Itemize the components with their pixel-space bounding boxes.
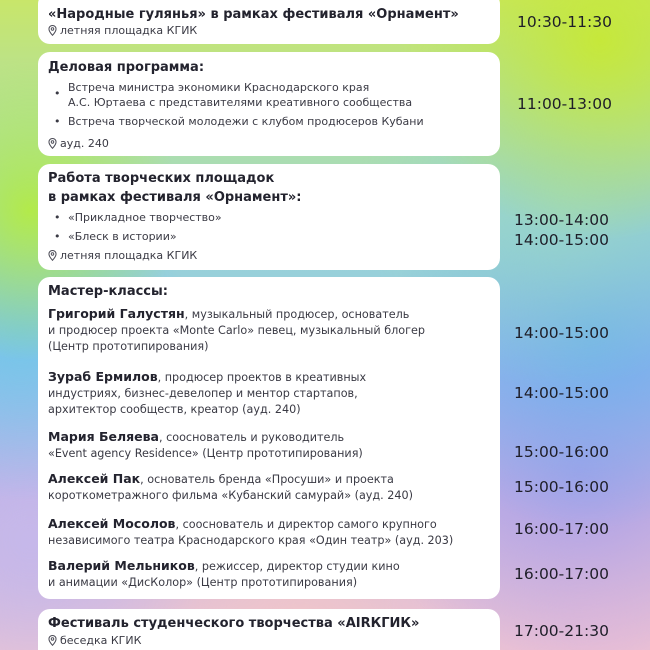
speaker-name: Мария Беляева: [48, 429, 159, 444]
map-pin-icon: [48, 25, 57, 36]
master-class-item: Григорий Галустян, музыкальный продюсер, основатель и продюсер проекта «Monte Carlo» певец, музыкальный блогер (Центр прототипирования): [48, 306, 425, 353]
event-title-line2: в рамках фестиваля «Орнамент»:: [48, 190, 302, 205]
speaker-name: Зураб Ермилов: [48, 369, 158, 384]
event-time: 10:30-11:30: [517, 13, 612, 31]
map-pin-icon: [48, 250, 57, 261]
location-label: летняя площадка КГИК: [60, 24, 198, 37]
list-item: • Встреча министра экономики Краснодарского края: [54, 81, 370, 100]
master-class-item: Алексей Мосолов, сооснователь и директор самого крупного независимого театра Краснодарского края «Один театр» (ауд. 203): [48, 516, 454, 547]
event-location: [48, 249, 197, 262]
event-title-line1: Работа творческих площадок: [48, 171, 275, 186]
event-card-master-classes: [38, 277, 500, 599]
event-time: 13:00-14:00: [514, 211, 609, 229]
master-class-item: Алексей Пак, основатель бренда «Просуши» и проекта короткометражного фильма «Кубанский самурай» (ауд. 240): [48, 471, 413, 502]
map-pin-icon: [48, 138, 57, 149]
speaker-name: Валерий Мельников: [48, 558, 195, 573]
list-item: • «Блеск в истории»: [54, 230, 177, 243]
list-item-continuation: А.С. Юртаева с представителями креативного сообщества: [68, 96, 413, 109]
event-title: «Народные гулянья» в рамках фестиваля «Орнамент»: [48, 7, 459, 22]
event-card-student-festival: [38, 609, 500, 650]
event-time: 16:00-17:00: [514, 565, 609, 583]
event-time: 14:00-15:00: [514, 324, 609, 342]
event-time: 16:00-17:00: [514, 520, 609, 538]
event-card-folk-festivities: [38, 0, 500, 44]
event-time: 14:00-15:00: [514, 384, 609, 402]
list-item: • «Прикладное творчество»: [54, 211, 222, 224]
master-class-item: Мария Беляева, сооснователь и руководитель «Event agency Residence» (Центр прототипирования): [48, 429, 363, 460]
event-card-creative-platforms: [38, 164, 500, 270]
map-pin-icon: [48, 635, 57, 646]
event-time: 14:00-15:00: [514, 231, 609, 249]
location-label: летняя площадка КГИК: [60, 249, 198, 262]
event-time: 15:00-16:00: [514, 443, 609, 461]
event-location: [48, 137, 109, 150]
master-class-item: Валерий Мельников, режиссер, директор студии кино и анимации «ДисКолор» (Центр прототипирования): [48, 558, 400, 589]
speaker-name: Григорий Галустян: [48, 306, 185, 321]
event-title: Фестиваль студенческого творчества «AIRКГИК»: [48, 616, 420, 631]
event-time: 11:00-13:00: [517, 95, 612, 113]
speaker-name: Алексей Мосолов: [48, 516, 176, 531]
location-label: беседка КГИК: [60, 634, 142, 647]
event-location: [48, 634, 141, 647]
event-time: 17:00-21:30: [514, 622, 609, 640]
event-title: Деловая программа:: [48, 60, 205, 75]
list-item: • Встреча творческой молодежи с клубом продюсеров Кубани: [54, 115, 424, 128]
event-location: [48, 24, 197, 37]
event-time: 15:00-16:00: [514, 478, 609, 496]
location-label: ауд. 240: [60, 137, 109, 150]
speaker-name: Алексей Пак: [48, 471, 141, 486]
event-card-business-program: [38, 52, 500, 156]
master-class-item: Зураб Ермилов, продюсер проектов в креативных индустриях, бизнес-девелопер и ментор стартапов, архитектор сообществ, креатор (ауд. 240): [48, 369, 367, 416]
event-title: Мастер-классы:: [48, 284, 168, 299]
